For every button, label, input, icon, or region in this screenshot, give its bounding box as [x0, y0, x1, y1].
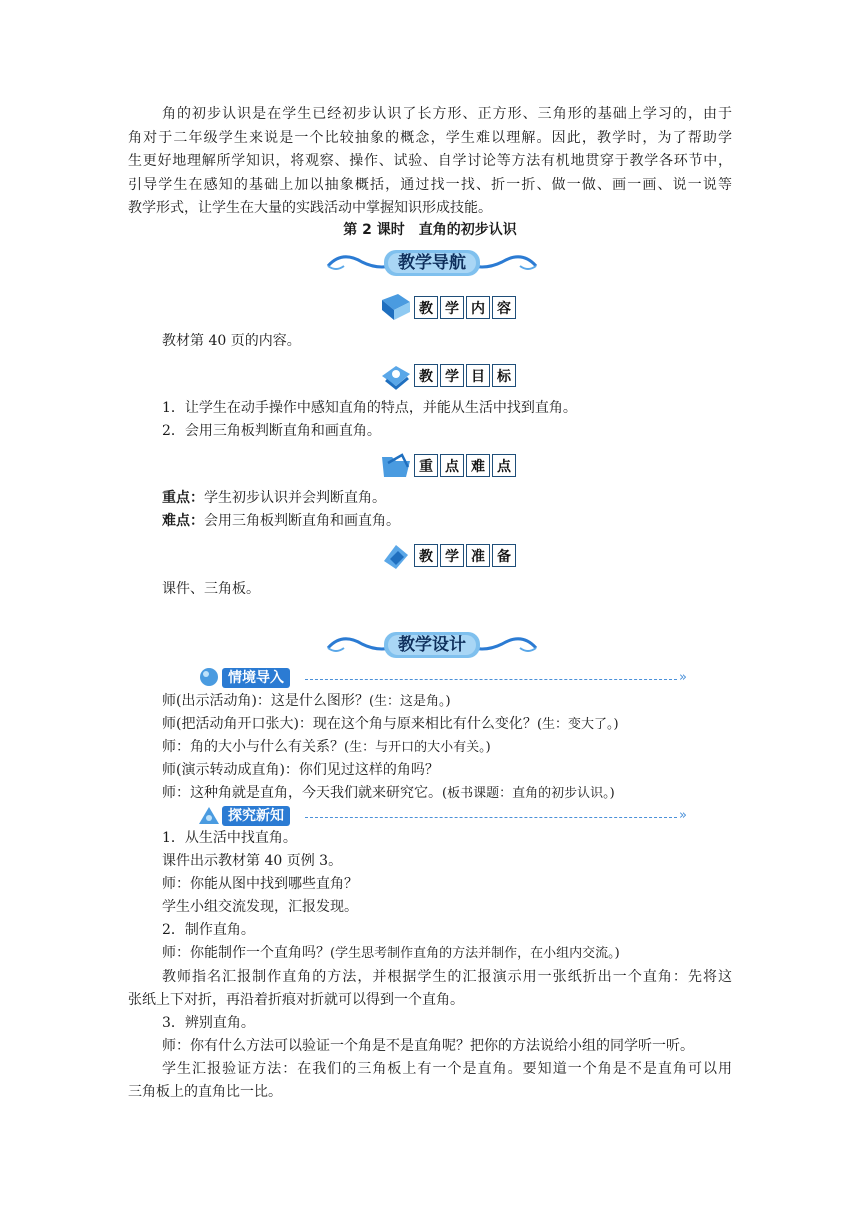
dashed-divider: [305, 679, 677, 680]
dashed-divider: [305, 817, 677, 818]
step-3: 3．辨别直角。: [162, 1015, 255, 1031]
step-2: 2．制作直角。: [162, 922, 255, 938]
step-line: 三角板上的直角比一比。: [128, 1084, 282, 1100]
step-line: 师：你能从图中找到哪些直角？: [162, 876, 358, 892]
section-char: 备: [492, 544, 516, 567]
step-line: 学生小组交流发现，汇报发现。: [162, 899, 358, 915]
section-char: 难: [466, 454, 490, 477]
goal-2: 2．会用三角板判断直角和画直角。: [162, 423, 381, 439]
banner-teaching-nav-label: 教学导航: [398, 253, 466, 273]
intro-line-4: 引导学生在感知的基础上加以抽象概括，通过找一找、折一折、做一做、画一画、说一说等: [128, 177, 732, 193]
target-icon: [380, 362, 412, 392]
double-arrow-icon: »: [679, 808, 687, 823]
section-char: 重: [414, 454, 438, 477]
section-char: 容: [492, 296, 516, 319]
step-1: 1．从生活中找直角。: [162, 830, 297, 846]
section-char: 学: [440, 364, 464, 387]
section-char: 点: [492, 454, 516, 477]
dialog-4: 师(演示转动成直角)：你们见过这样的角吗？: [162, 762, 439, 778]
dialog-text: 师(出示活动角)：这是什么图形？: [162, 693, 369, 709]
section-teaching-content: [414, 296, 518, 319]
step-line: 教师指名汇报制作直角的方法，并根据学生的汇报演示用一张纸折出一个直角：先将这: [162, 969, 732, 985]
prep-text: 课件、三角板。: [162, 581, 260, 597]
step-line: 张纸上下对折，再沿着折痕对折就可以得到一个直角。: [128, 992, 464, 1008]
intro-line-2: 角对于二年级学生来说是一个比较抽象的概念，学生难以理解。因此，教学时，为了帮助学: [128, 130, 732, 146]
dialog-3: [128, 736, 732, 760]
diff-text: 会用三角板判断直角和画直角。: [204, 513, 400, 529]
section-char: 学: [440, 296, 464, 319]
folder-icon: [380, 451, 412, 481]
step-line: 课件出示教材第 40 页例 3。: [162, 853, 343, 869]
dialog-5: [128, 782, 732, 806]
dialog-2: [128, 713, 732, 737]
tag-explore-new: 探究新知: [222, 806, 290, 826]
dialog-note: (学生思考制作直角的方法并制作，在小组内交流。): [330, 946, 620, 961]
banner-teaching-design: [322, 626, 542, 662]
dialog-text: 师：这种角就是直角，今天我们就来研究它。: [162, 785, 442, 801]
step-line: 学生汇报验证方法：在我们的三角板上有一个是直角。要知道一个角是不是直角可以用: [162, 1061, 732, 1077]
banner-teaching-design-label: 教学设计: [398, 635, 466, 655]
difficulty-line: [128, 510, 732, 534]
step-line: [128, 942, 732, 966]
section-char: 点: [440, 454, 464, 477]
diff-label: 难点：: [162, 513, 204, 529]
dialog-note: (生：与开口的大小有关。): [344, 740, 491, 755]
key-point-line: [128, 487, 732, 511]
section-char: 教: [414, 364, 438, 387]
goal-1: 1．让学生在动手操作中感知直角的特点，并能从生活中找到直角。: [162, 400, 577, 416]
section-char: 目: [466, 364, 490, 387]
section-char: 内: [466, 296, 490, 319]
section-char: 教: [414, 296, 438, 319]
dialog-note: (生：变大了。): [536, 717, 619, 732]
dialog-1: [128, 690, 732, 714]
intro-line-3: 生更好地理解所学知识，将观察、操作、试验、自学讨论等方法有机地贯穿于教学各环节中，: [128, 153, 732, 169]
section-char: 标: [492, 364, 516, 387]
step-line: 师：你有什么方法可以验证一个角是不是直角呢？把你的方法说给小组的同学听一听。: [162, 1038, 694, 1054]
dialog-note: (生：这是角。): [368, 694, 451, 709]
tools-icon: [380, 541, 412, 571]
dialog-note: (板书课题：直角的初步认识。): [442, 786, 615, 801]
double-arrow-icon: »: [679, 670, 687, 685]
explore-icon: [196, 804, 222, 828]
intro-line-1: 角的初步认识是在学生已经初步认识了长方形、正方形、三角形的基础上学习的，由于: [162, 106, 732, 122]
banner-teaching-nav: [322, 244, 542, 280]
key-text: 学生初步认识并会判断直角。: [204, 490, 386, 506]
section-key-points: [414, 454, 518, 477]
dialog-text: 师：角的大小与什么有关系？: [162, 739, 344, 755]
dialog-text: 师：你能制作一个直角吗？: [162, 945, 330, 961]
section-teaching-goals: [414, 364, 518, 387]
section-char: 学: [440, 544, 464, 567]
tag-scene-intro: 情境导入: [222, 668, 290, 688]
book-icon: [380, 292, 412, 322]
dialog-text: 师(把活动角开口张大)：现在这个角与原来相比有什么变化？: [162, 716, 537, 732]
section-char: 准: [466, 544, 490, 567]
content-text: 教材第 40 页的内容。: [162, 333, 301, 349]
section-char: 教: [414, 544, 438, 567]
lesson-title: 第 2 课时 直角的初步认识: [343, 222, 517, 238]
intro-line-5: 教学形式，让学生在大量的实践活动中掌握知识形成技能。: [128, 200, 492, 216]
key-label: 重点：: [162, 490, 204, 506]
bulb-icon: [196, 666, 222, 690]
section-teaching-prep: [414, 544, 518, 567]
